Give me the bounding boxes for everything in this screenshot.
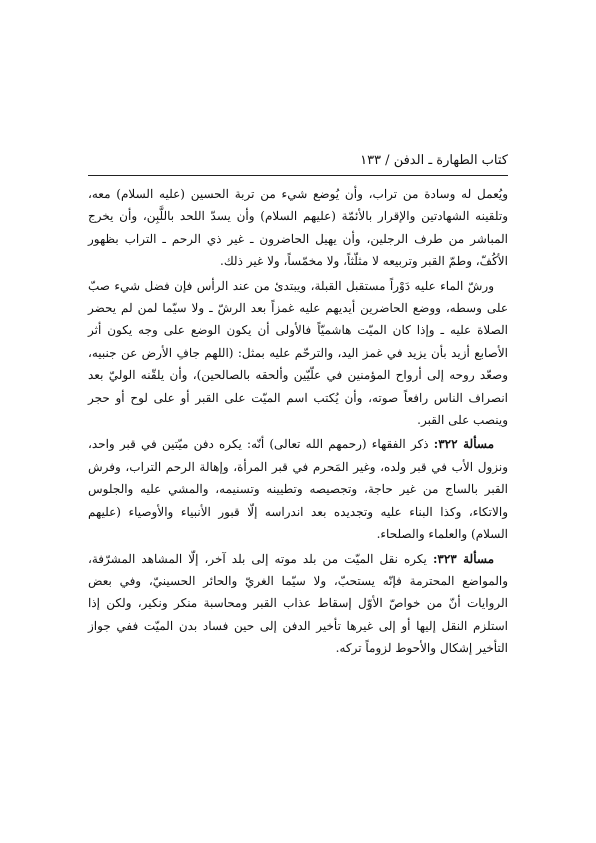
issue-number-label: مسألة ٣٢٢:: [433, 437, 495, 452]
paragraph-text: ويُعمل له وسادة من تراب، وأن يُوضع شيء من تربة الحسين (عليه السلام) معه، وتلقينه الشهادتين والإقرار بالأئمّة (عليهم السلام) وأن يسدّ اللحد باللَّبِن، وأن يخرج المباشر من طرف الرجلين، وأن يهيل الحاضرون ـ غير ذي الرحم ـ التراب بظهور الأكُفّ، وطمّ القبر وتربيعه لا مثلّثاً، ولا مخمّساً، ولا غير ذلك.: [88, 187, 508, 269]
paragraph-text: يكره نقل الميّت من بلد موته إلى بلد آخر، إلّا المشاهد المشرّفة، والمواضع المحترمة فإنّه يستحبّ، ولا سيّما الغريّ والحائر الحسينيّ، وفي بعض الروايات أنّ من خواصّ الأوّل إسقاط عذاب القبر ومحاسبة منكر ونكير، ولكن إذا استلزم النقل إليها أو إلى غيرها تأخير الدفن إلى حين فساد بدن الميّت ففي جواز التأخير إشكال والأحوط لزوماً تركه.: [88, 551, 508, 656]
issue-323: [88, 548, 508, 660]
paragraph-burial-etiquette: [88, 183, 508, 273]
paragraph-text: ورشّ الماء عليه دَوْراً مستقبل القبلة، ويبتدئ من عند الرأس فإن فضل شيء صبّ على وسطه، ووضع الحاضرين أيديهم عليه غمزاً بعد الرشّ ـ ولا سيّما لمن لم يحضر الصلاة عليه ـ وإذا كان الميّت هاشميّاً فالأولى أن يكون الوضع على وجه يكون أثر الأصابع أزيد بأن يزيد في غمز اليد، والترحّم عليه بمثل: (اللهم جافِ الأرض عن جنبيه، وصعّد روحه إلى أرواح المؤمنين في علّيّين وألحقه بالصالحين)، وأن يلقّنه الوليّ بعد انصراف الناس رافعاً صوته، وأن يُكتب اسم الميّت على القبر أو على لوح أو حجر وينصب على القبر.: [88, 278, 508, 428]
header-rule: [88, 175, 508, 176]
running-header: كتاب الطهارة ـ الدفن / ١٣٣: [360, 153, 508, 168]
paragraph-text: ذكر الفقهاء (رحمهم الله تعالى) أنّه: يكره دفن ميّتين في قبر واحد، ونزول الأب في قبر ولده، وغير المَحرم في قبر المرأة، وإهالة الرحم التراب، وفرش القبر بالساج من غير حاجة، وتجصيصه وتطيينه وتسنيمه، والمشي عليه والجلوس والاتكاء، وكذا البناء عليه وتجديده بعد اندراسه إلّا قبور الأنبياء والأوصياء (عليهم السلام) والعلماء والصلحاء.: [88, 437, 508, 542]
issue-number-label: مسألة ٣٢٣:: [432, 551, 494, 566]
issue-322: [88, 433, 508, 545]
page-body: [88, 183, 508, 662]
paragraph-sprinkling-water: [88, 275, 508, 432]
